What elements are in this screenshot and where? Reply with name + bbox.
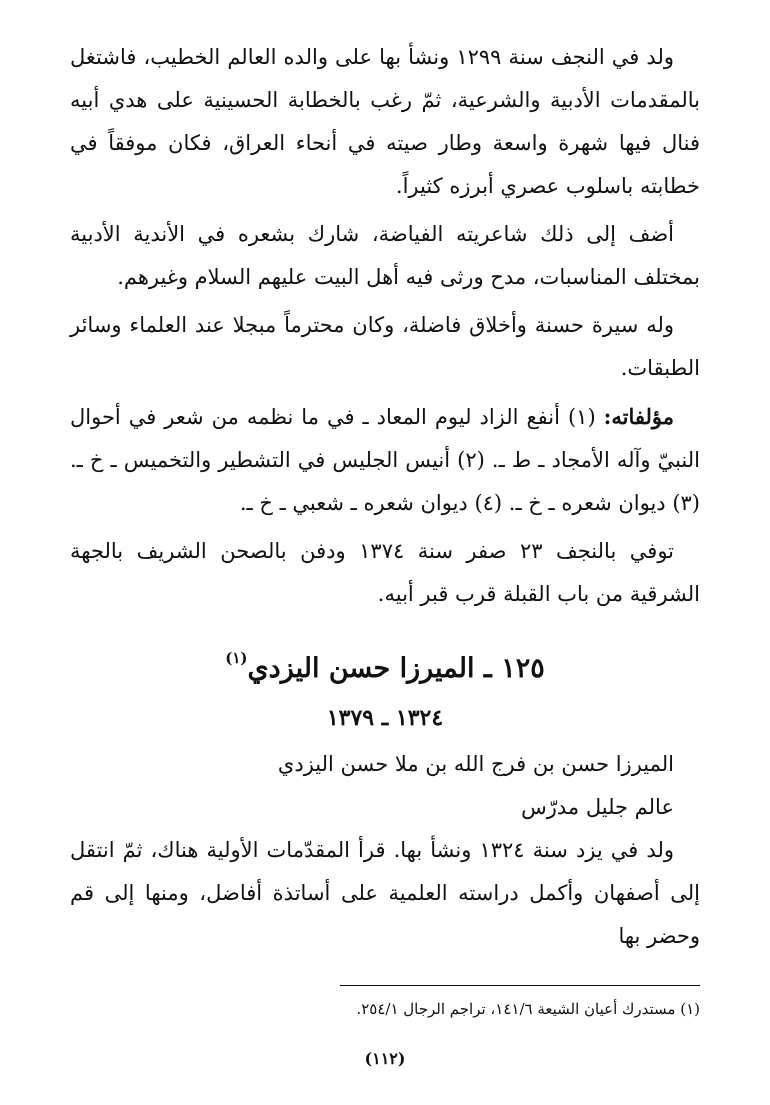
entry-title bbox=[70, 640, 700, 687]
paragraph-death: توفي بالنجف ٢٣ صفر سنة ١٣٧٤ ودفن بالصحن الشريف بالجهة الشرقية من باب القبلة قرب قبر أبيه. bbox=[70, 539, 700, 606]
paragraph-poetry: أضف إلى ذلك شاعريته الفياضة، شارك بشعره في الأندية الأدبية بمختلف المناسبات، مدح ورثى فيه أهل البيت عليهم السلام وغيرهم. bbox=[70, 222, 700, 289]
entry-title-text: ١٢٥ ـ الميرزا حسن اليزدي bbox=[247, 653, 545, 684]
works-list: (١) أنفع الزاد ليوم المعاد ـ في ما نظمه من شعر في أحوال النبيّ وآله الأمجاد ـ ط ـ. (٢) أنيس الجليس في التشطير والتخميس ـ خ ـ. (٣) ديوان شعره ـ خ ـ. (٤) ديوان شعره ـ شعبي ـ خ ـ. bbox=[70, 405, 700, 515]
paragraph-works bbox=[70, 395, 700, 525]
entry-body: ولد في يزد سنة ١٣٢٤ ونشأ بها. قرأ المقدّمات الأولية هناك، ثمّ انتقل إلى أصفهان وأكمل دراسته العلمية على أساتذة أفاضل، ومنها إلى قم وحضر بها bbox=[70, 838, 700, 948]
paragraph-birth-and-oratory: ولد في النجف سنة ١٢٩٩ ونشأ بها على والده العالم الخطيب، فاشتغل بالمقدمات الأدبية والشرعية، ثمّ رغب بالخطابة الحسينية على هدي أبيه فنال فيها شهرة واسعة وطار صيته في أنحاء العراق، فكان موفقاً في خطابته باسلوب عصري أبرزه كثيراً. bbox=[70, 45, 700, 198]
footnote-marker: (١) bbox=[225, 649, 248, 667]
entry-description: عالم جليل مدرّس bbox=[521, 795, 674, 819]
entry-full-name: الميرزا حسن بن فرج الله بن ملا حسن اليزدي bbox=[277, 752, 674, 776]
page-body bbox=[70, 36, 700, 958]
page-number: (١١٢) bbox=[364, 1049, 406, 1068]
entry-dates: ١٣٢٤ ـ ١٣٧٩ bbox=[326, 705, 444, 731]
footnote-divider bbox=[340, 985, 700, 986]
paragraph-character: وله سيرة حسنة وأخلاق فاضلة، وكان محترماً مبجلا عند العلماء وسائر الطبقات. bbox=[70, 313, 700, 380]
works-label: مؤلفاته: bbox=[603, 404, 675, 429]
footnote: (١) مستدرك أعيان الشيعة ١٤١/٦، تراجم الرجال ٢٥٤/١. bbox=[356, 1000, 700, 1018]
